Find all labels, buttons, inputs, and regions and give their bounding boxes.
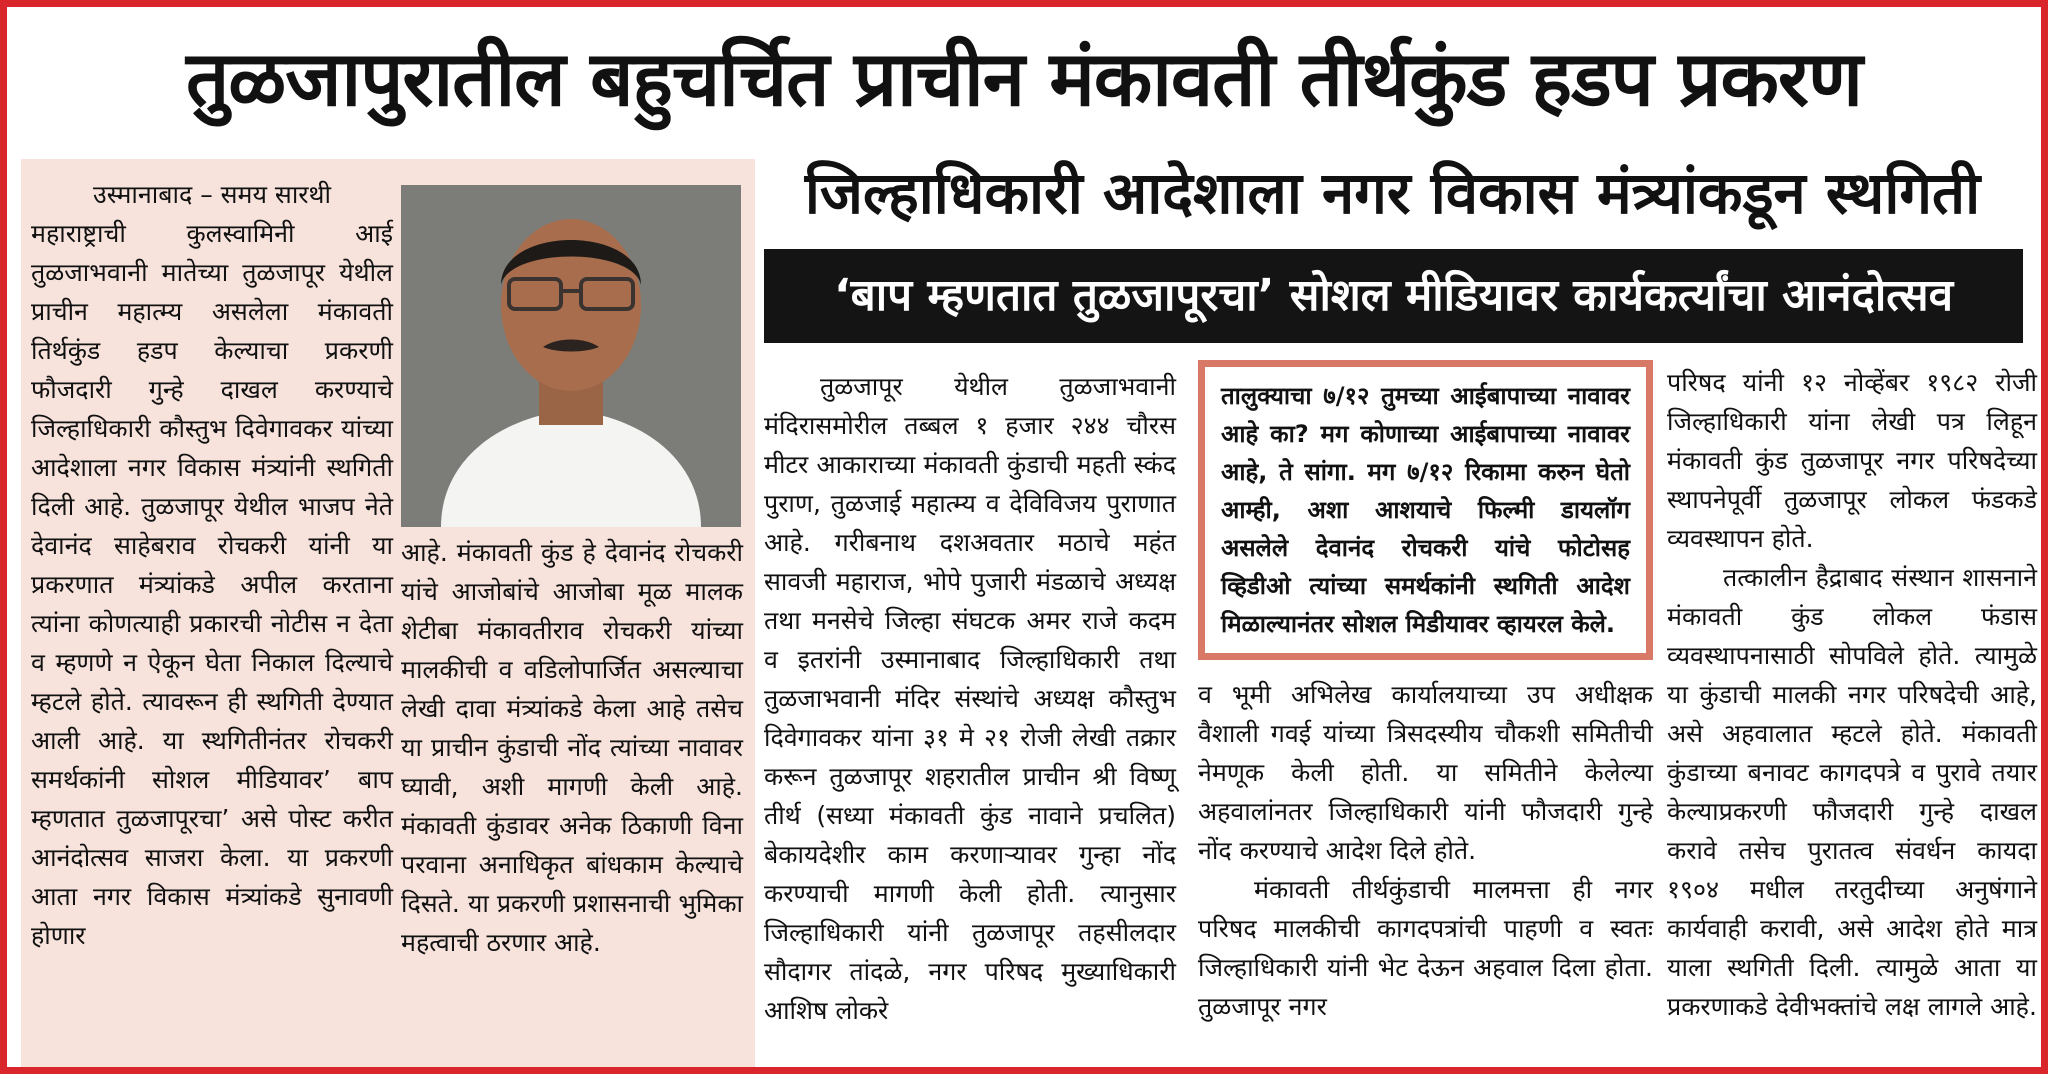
column-5-paragraph-1: परिषद यांनी १२ नोव्हेंबर १९८२ रोजी जिल्हाधिकारी यांना लेखी पत्र लिहून मंकावती कुंड तुळजापूर नगर परिषदेच्या स्थापनेपूर्वी तुळजापूर लोकल फंडकडे व्यवस्थापन होते.	[1667, 368, 2037, 553]
banner-headline: ‘बाप म्हणतात तुळजापूरचा’ सोशल मीडियावर कार्यकर्त्यांचा आनंदोत्सव	[764, 249, 2023, 343]
column-4	[1198, 675, 1653, 1026]
subheadline: जिल्हाधिकारी आदेशाला नगर विकास मंत्र्यांकडून स्थगिती	[804, 159, 1981, 227]
column-4-paragraph-2: मंकावती तीर्थकुंडाची मालमत्ता ही नगर परिषद मालकीची कागदपत्रांची पाहणी व स्वतः जिल्हाधिकारी यांनी भेट देऊन अहवाल दिला होता. तुळजापूर नगर	[1198, 875, 1653, 1021]
column-5-paragraph-2: तत्कालीन हैद्राबाद संस्थान शासनाने मंकावती कुंड लोकल फंडास व्यवस्थापनासाठी सोपविले होते. त्यामुळे या कुंडाची मालकी नगर परिषदेची आहे, असे अहवालात म्हटले होते. मंकावती कुंडाच्या बनावट कागदपत्रे व पुरावे तयार केल्याप्रकरणी फौजदारी गुन्हे दाखल करावे तसेच पुरातत्व संवर्धन कायदा १९०४ मधील तरतुदीच्या अनुषंगाने कार्यवाही करावी, असे आदेश होते मात्र याला स्थगिती दिली. त्यामुळे आता या प्रकरणाकडे देवीभक्तांचे लक्ष लागले आहे.	[1667, 563, 2037, 1021]
column-3-text: तुळजापूर येथील तुळजाभवानी मंदिरासमोरील तब्बल १ हजार २४४ चौरस मीटर आकाराच्या मंकावती कुंडाची महती स्कंद पुराण, तुळजाई महात्म्य व देविविजय पुराणात आहे. गरीबनाथ दशअवतार मठाचे महंत सावजी महाराज, भोपे पुजारी मंडळाचे अध्यक्ष तथा मनसेचे जिल्हा संघटक अमर राजे कदम व इतरांनी उस्मानाबाद जिल्हाधिकारी तथा तुळजाभवानी मंदिर संस्थांचे अध्यक्ष कौस्तुभ दिवेगावकर यांना ३१ मे २१ रोजी लेखी तक्रार करून तुळजापूर शहरातील प्राचीन श्री विष्णू तीर्थ (सध्या मंकावती कुंड नावाने प्रचलित) बेकायदेशीर काम करणाऱ्यावर गुन्हा नोंद करण्याची मागणी केली होती. त्यानुसार जिल्हाधिकारी यांनी तुळजापूर तहसीलदार सौदागर तांदळे, नगर परिषद मुख्याधिकारी आशिष लोकरे	[764, 372, 1176, 1025]
column-4-paragraph-1: व भूमी अभिलेख कार्यालयाच्या उप अधीक्षक वैशाली गवई यांच्या त्रिसदस्यीय चौकशी समितीची नेमणूक केली होती. या समितीने केलेल्या अहवालांनतर जिल्हाधिकारी यांनी फौजदारी गुन्हे नोंद करण्याचे आदेश दिले होते.	[1198, 680, 1653, 865]
pull-quote: तालुक्याचा ७/१२ तुमच्या आईबापाच्या नावावर आहे का? मग कोणाच्या आईबापाच्या नावावर आहे, ते सांगा. मग ७/१२ रिकामा करुन घेतो आम्ही, अशा आशयाचे फिल्मी डायलॉग असलेले देवानंद रोचकरी यांचे फोटोसह व्हिडीओ त्यांच्या समर्थकांनी स्थगिती आदेश मिळाल्यानंतर सोशल मिडीयावर व्हायरल केले.	[1198, 360, 1653, 660]
person-portrait-image	[401, 185, 741, 527]
column-1-text: महाराष्ट्राची कुलस्वामिनी आई तुळजाभवानी मातेच्या तुळजापूर येथील प्राचीन महात्म्य असलेला मंकावती तिर्थकुंड हडप केल्याचा प्रकरणी फौजदारी गुन्हे दाखल करण्याचे जिल्हाधिकारी कौस्तुभ दिवेगावकर यांच्या आदेशाला नगर विकास मंत्र्यांनी स्थगिती दिली आहे. तुळजापूर येथील भाजप नेते देवानंद साहेबराव रोचकरी यांनी या प्रकरणात मंत्र्यांकडे अपील करताना त्यांना कोणत्याही प्रकारची नोटीस न देता व म्हणणे न ऐकून घेता निकाल दिल्याचे म्हटले होते. त्यावरून ही स्थगिती देण्यात आली आहे. या स्थगितीनंतर रोचकरी समर्थकांनी सोशल मीडियावर’ बाप म्हणतात तुळजापूरचा’ असे पोस्ट करीत आनंदोत्सव साजरा केला. या प्रकरणी आता नगर विकास मंत्र्यांकडे सुनावणी होणार	[31, 219, 393, 950]
portrait-photo	[401, 185, 741, 527]
dateline: उस्मानाबाद – समय सारथी	[93, 180, 331, 209]
column-5	[1667, 363, 2037, 1026]
column-3	[764, 367, 1176, 1030]
column-2-text: आहे. मंकावती कुंड हे देवानंद रोचकरी यांचे आजोबांचे आजोबा मूळ मालक शेटीबा मंकावतीराव रोचकरी यांच्या मालकीची व वडिलोपार्जित असल्याचा लेखी दावा मंत्र्यांकडे केला आहे तसेच या प्राचीन कुंडाची नोंद त्यांच्या नावावर घ्यावी, अशी मागणी केली आहे. मंकावती कुंडावर अनेक ठिकाणी विना परवाना अनाधिकृत बांधकाम केल्याचे दिसते. या प्रकरणी प्रशासनाची भुमिका महत्वाची ठरणार आहे.	[401, 538, 743, 957]
headline: तुळजापुरातील बहुचर्चित प्राचीन मंकावती तीर्थकुंड हडप प्रकरण	[186, 34, 1862, 123]
column-1	[31, 175, 393, 955]
column-2	[401, 533, 743, 962]
